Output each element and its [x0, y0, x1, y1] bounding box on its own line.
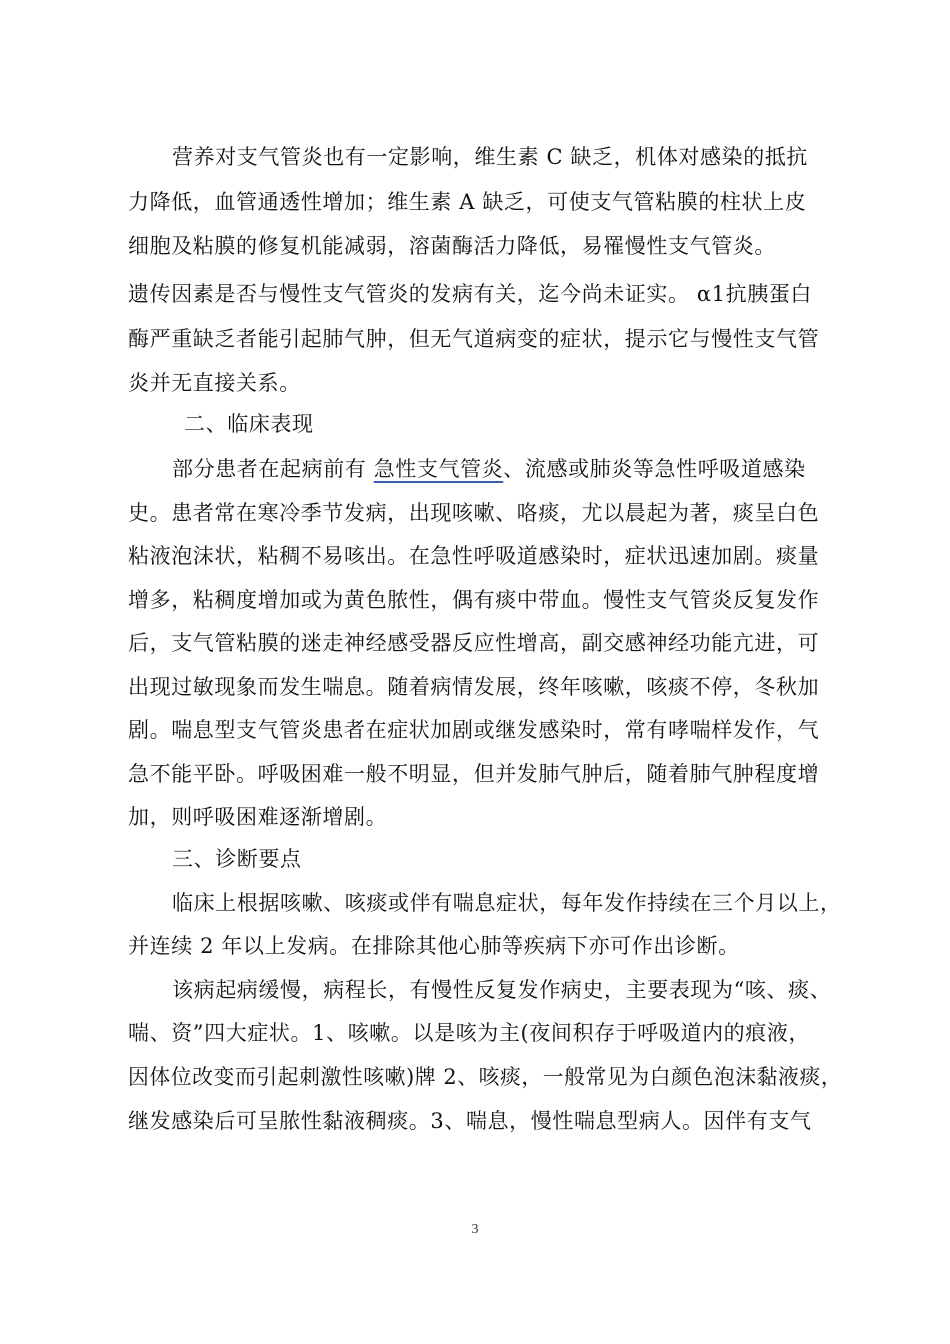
paragraph-line: 剧。喘息型支气管炎患者在症状加剧或继发感染时，常有哮喘样发作，气 [128, 718, 820, 742]
paragraph-line: 出现过敏现象而发生喘息。随着病情发展，终年咳嗽，咳痰不停，冬秋加 [128, 675, 820, 699]
paragraph-line: 力降低，血管通透性增加；维生素 A 缺乏，可使支气管粘膜的柱状上皮 [128, 190, 807, 214]
section-heading: 二、临床表现 [184, 412, 314, 436]
paragraph-line: 后，支气管粘膜的迷走神经感受器反应性增高，副交感神经功能亢进，可 [128, 631, 820, 655]
paragraph-line: 喘、资”四大症状。1、咳嗽。以是咳为主(夜间积存于呼吸道内的痕液， [128, 1021, 811, 1045]
paragraph-line: 粘液泡沫状，粘稠不易咳出。在急性呼吸道感染时，症状迅速加剧。痰量 [128, 544, 820, 568]
paragraph-line: 急不能平卧。呼吸困难一般不明显，但并发肺气肿后，随着肺气肿程度增 [128, 762, 820, 786]
hyperlink-acute-bronchitis[interactable]: 急性支气管炎 [373, 457, 504, 481]
paragraph-line: 临床上根据咳嗽、咳痰或伴有喘息症状，每年发作持续在三个月以上， [172, 891, 842, 915]
paragraph-line: 该病起病缓慢，病程长，有慢性反复发作病史，主要表现为“咳、痰、 [172, 978, 832, 1002]
line-text-after: 、流感或肺炎等急性呼吸道感染 [503, 457, 806, 481]
paragraph-line: 细胞及粘膜的修复机能减弱，溶菌酶活力降低，易罹慢性支气管炎。 [128, 234, 776, 258]
paragraph-line: 加，则呼吸困难逐渐增剧。 [128, 805, 388, 829]
paragraph-line [172, 455, 806, 483]
page-number: 3 [471, 1222, 479, 1237]
paragraph-line: 史。患者常在寒冷季节发病，出现咳嗽、咯痰，尤以晨起为著，痰呈白色 [128, 501, 820, 525]
paragraph-line: 炎并无直接关系。 [128, 371, 301, 395]
paragraph-line: 营养对支气管炎也有一定影响，维生素 C 缺乏，机体对感染的抵抗 [172, 145, 809, 169]
line-text-before: 部分患者在起病前有 [172, 457, 374, 481]
paragraph-line: 继发感染后可呈脓性黏液稠痰。3、喘息，慢性喘息型病人。因伴有支气 [128, 1109, 812, 1133]
paragraph-line: 增多，粘稠度增加或为黄色脓性，偶有痰中带血。慢性支气管炎反复发作 [128, 588, 820, 612]
paragraph-line: 遗传因素是否与慢性支气管炎的发病有关，迄今尚未证实。 α1抗胰蛋白 [128, 282, 813, 306]
section-heading: 三、诊断要点 [172, 847, 302, 871]
paragraph-line: 并连续 2 年以上发病。在排除其他心肺等疾病下亦可作出诊断。 [128, 934, 740, 958]
paragraph-line: 酶严重缺乏者能引起肺气肿，但无气道病变的症状，提示它与慢性支气管 [128, 327, 820, 351]
paragraph-line: 因体位改变而引起刺激性咳嗽)牌 2、咳痰，一般常见为白颜色泡沫黏液痰， [128, 1065, 843, 1089]
